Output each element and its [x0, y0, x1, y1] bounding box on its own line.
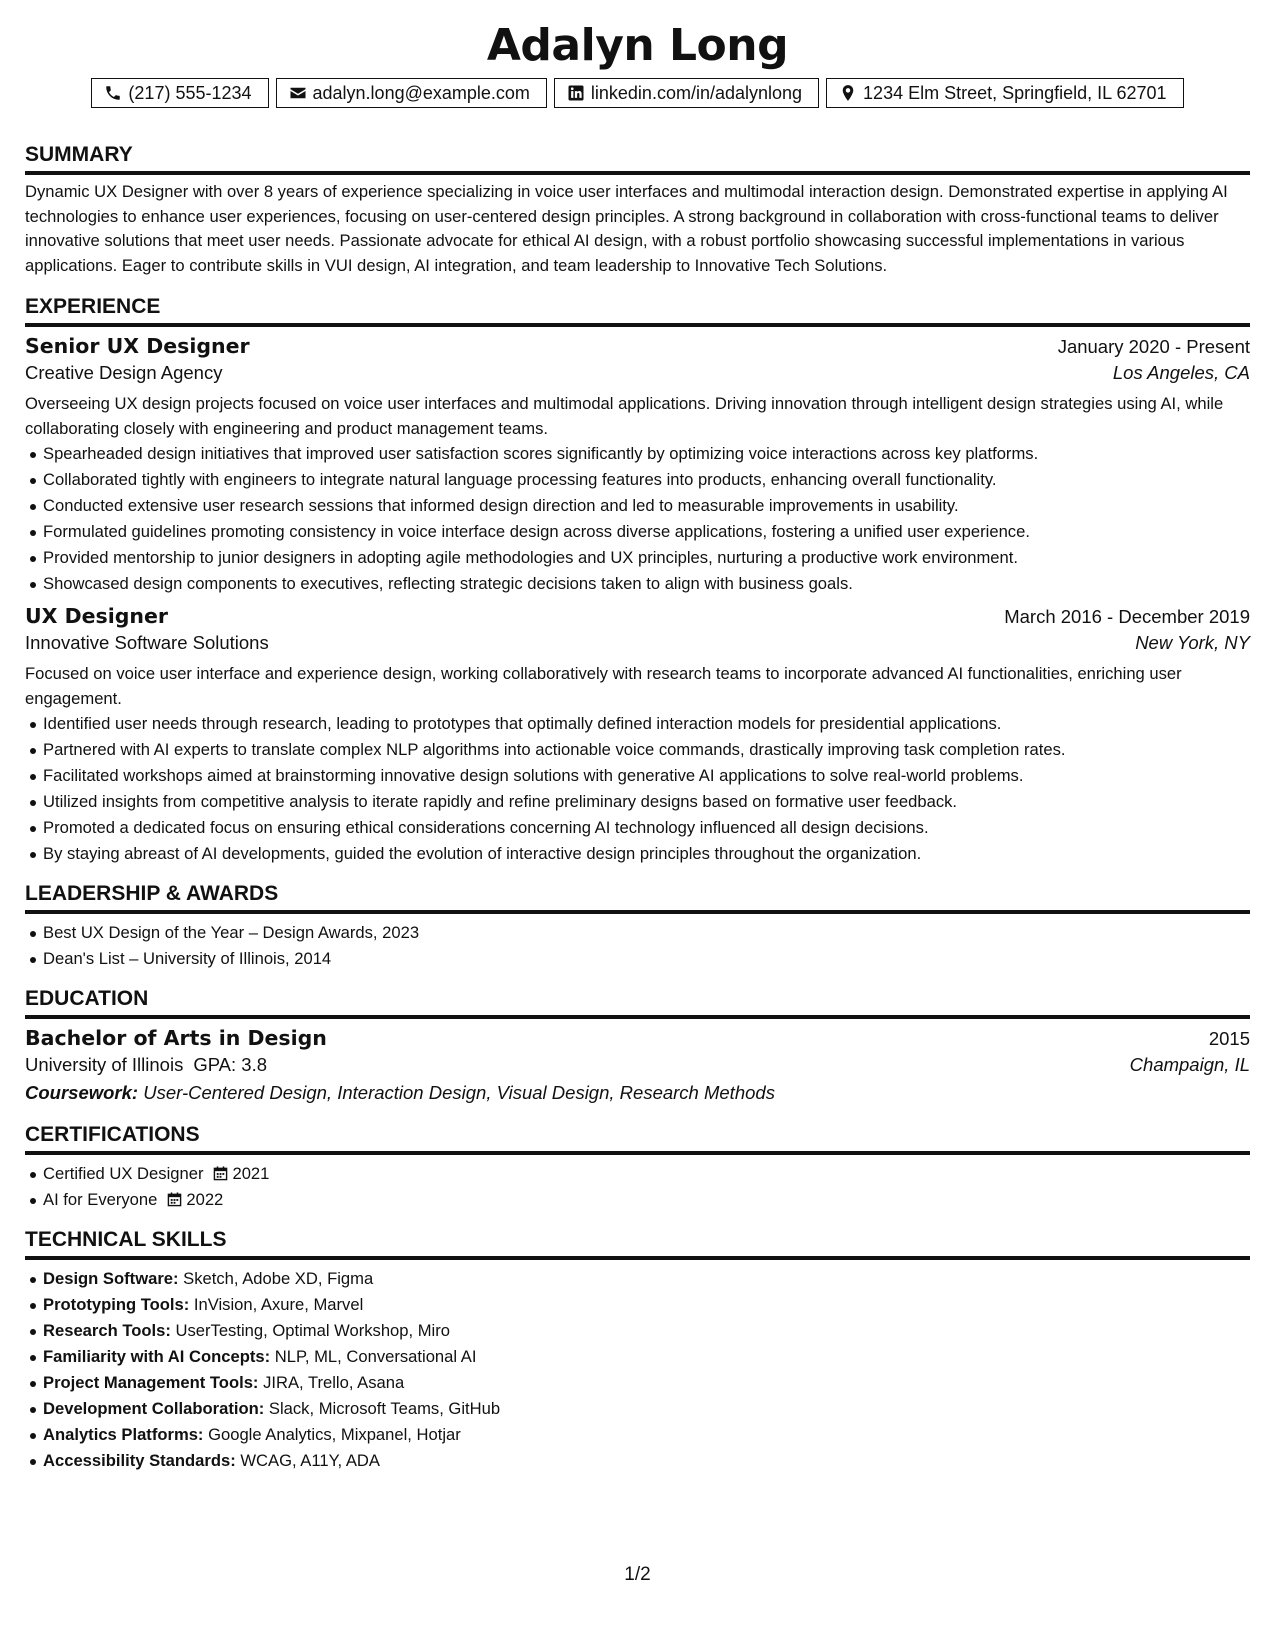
section-title-summary: SUMMARY — [25, 142, 1250, 175]
skill-label: Prototyping Tools: — [43, 1295, 190, 1314]
skill-value: WCAG, A11Y, ADA — [240, 1451, 380, 1470]
contact-linkedin-text: linkedin.com/in/adalynlong — [590, 82, 803, 103]
coursework — [25, 1082, 1250, 1104]
contact-phone[interactable] — [91, 78, 268, 108]
page-number: 1/2 — [624, 1564, 651, 1585]
list-item — [43, 1396, 1250, 1422]
skill-value: Google Analytics, Mixpanel, Hotjar — [208, 1425, 461, 1444]
list-item — [43, 1187, 1250, 1213]
list-item: Formulated guidelines promoting consistency in voice interface design across diverse applications, fostering a unified user experience. — [43, 519, 1250, 545]
list-item — [43, 1422, 1250, 1448]
certification-year: 2022 — [186, 1190, 224, 1209]
summary-section — [25, 142, 1250, 278]
list-item: Identified user needs through research, leading to prototypes that optimally defined interaction models for presidential applications. — [43, 711, 1250, 737]
graduation-year: 2015 — [1208, 1028, 1250, 1049]
job-dates: March 2016 - December 2019 — [1004, 606, 1250, 627]
skills-list — [25, 1266, 1250, 1474]
list-item: Best UX Design of the Year – Design Awards, 2023 — [43, 920, 1250, 946]
list-item: Promoted a dedicated focus on ensuring ethical considerations concerning AI technology influenced all design decisions. — [43, 815, 1250, 841]
section-title-awards: LEADERSHIP & AWARDS — [25, 881, 1250, 914]
experience-section — [25, 294, 1250, 867]
calendar-icon — [213, 1166, 228, 1181]
school-name: University of Illinois — [25, 1054, 184, 1075]
skill-label: Design Software: — [43, 1269, 179, 1288]
list-item: Utilized insights from competitive analysis to iterate rapidly and refine preliminary designs based on formative user feedback. — [43, 789, 1250, 815]
coursework-label: Coursework: — [25, 1082, 139, 1103]
list-item: By staying abreast of AI developments, guided the evolution of interactive design principles throughout the organization. — [43, 841, 1250, 867]
contact-linkedin[interactable] — [554, 78, 819, 108]
certifications-section — [25, 1122, 1250, 1213]
list-item: Partnered with AI experts to translate complex NLP algorithms into actionable voice commands, drastically improving task completion rates. — [43, 737, 1250, 763]
job-bullets — [25, 441, 1250, 597]
gpa: GPA: 3.8 — [193, 1054, 268, 1075]
job-location: New York, NY — [1135, 632, 1250, 653]
summary-text: Dynamic UX Designer with over 8 years of experience specializing in voice user interfaces and multimodal interaction design. Demonstrated expertise in applying AI technologies to enhance user experiences, focusing on user-centered design principles. A strong background in collaboration with cross-functional teams to deliver innovative solutions that meet user needs. Passionate advocate for ethical AI design, with a robust portfolio showcasing successful implementations in various applications. Eager to contribute skills in VUI design, AI integration, and team leadership to Innovative Tech Solutions. — [25, 182, 1228, 275]
job-dates: January 2020 - Present — [1057, 336, 1250, 357]
skill-value: Sketch, Adobe XD, Figma — [183, 1269, 374, 1288]
resume-content — [25, 18, 1250, 1474]
contact-address-text: 1234 Elm Street, Springfield, IL 62701 — [863, 82, 1167, 103]
education-section — [25, 986, 1250, 1104]
list-item — [43, 1318, 1250, 1344]
list-item: Provided mentorship to junior designers in adopting agile methodologies and UX principles, nurturing a productive work environment. — [43, 545, 1250, 571]
list-item: Dean's List – University of Illinois, 2014 — [43, 946, 1250, 972]
job-title: UX Designer — [25, 604, 169, 628]
list-item: Conducted extensive user research sessions that informed design direction and led to measurable improvements in usability. — [43, 493, 1250, 519]
skill-value: JIRA, Trello, Asana — [263, 1373, 405, 1392]
job-company: Creative Design Agency — [25, 362, 223, 383]
job-title: Senior UX Designer — [25, 334, 250, 358]
certifications-list — [25, 1161, 1250, 1213]
certification-name: Certified UX Designer — [43, 1164, 204, 1183]
map-pin-icon — [839, 84, 857, 102]
phone-icon — [104, 84, 122, 102]
skill-label: Accessibility Standards: — [43, 1451, 236, 1470]
list-item — [43, 1161, 1250, 1187]
job-entry — [25, 334, 1250, 597]
list-item: Showcased design components to executives, reflecting strategic decisions taken to align with business goals. — [43, 571, 1250, 597]
coursework-list: User-Centered Design, Interaction Design, Visual Design, Research Methods — [143, 1082, 775, 1103]
awards-list — [25, 920, 1250, 972]
list-item — [43, 1344, 1250, 1370]
contact-email[interactable] — [276, 78, 547, 108]
skill-value: UserTesting, Optimal Workshop, Miro — [175, 1321, 450, 1340]
job-description: Overseeing UX design projects focused on voice user interfaces and multimodal applications. Driving innovation through intelligent design strategies using AI, while collaborating closely with engineering and product management teams. — [25, 394, 1224, 438]
list-item: Facilitated workshops aimed at brainstorming innovative design solutions with generative AI applications to solve real-world problems. — [43, 763, 1250, 789]
calendar-icon — [167, 1192, 182, 1207]
section-title-certifications: CERTIFICATIONS — [25, 1122, 1250, 1155]
list-item — [43, 1266, 1250, 1292]
list-item — [43, 1448, 1250, 1474]
school-location: Champaign, IL — [1129, 1054, 1250, 1075]
section-title-experience: EXPERIENCE — [25, 294, 1250, 327]
skill-value: NLP, ML, Conversational AI — [274, 1347, 477, 1366]
section-title-education: EDUCATION — [25, 986, 1250, 1019]
skill-label: Development Collaboration: — [43, 1399, 265, 1418]
list-item — [43, 1292, 1250, 1318]
awards-section — [25, 881, 1250, 972]
section-title-skills: TECHNICAL SKILLS — [25, 1227, 1250, 1260]
envelope-icon — [289, 84, 307, 102]
candidate-name: Adalyn Long — [486, 20, 789, 71]
list-item: Collaborated tightly with engineers to integrate natural language processing features into products, enhancing overall functionality. — [43, 467, 1250, 493]
skill-value: InVision, Axure, Marvel — [193, 1295, 364, 1314]
job-bullets — [25, 711, 1250, 867]
skill-value: Slack, Microsoft Teams, GitHub — [268, 1399, 501, 1418]
contact-email-text: adalyn.long@example.com — [312, 82, 530, 103]
skill-label: Research Tools: — [43, 1321, 171, 1340]
linkedin-icon — [567, 84, 585, 102]
list-item — [43, 1370, 1250, 1396]
job-description: Focused on voice user interface and experience design, working collaboratively with research teams to incorporate advanced AI functionalities, enriching user engagement. — [25, 664, 1182, 708]
job-company: Innovative Software Solutions — [25, 632, 269, 653]
skill-label: Familiarity with AI Concepts: — [43, 1347, 271, 1366]
list-item: Spearheaded design initiatives that improved user satisfaction scores significantly by optimizing voice interactions across key platforms. — [43, 441, 1250, 467]
contact-phone-text: (217) 555-1234 — [128, 82, 252, 103]
skill-label: Analytics Platforms: — [43, 1425, 204, 1444]
certification-name: AI for Everyone — [43, 1190, 158, 1209]
contact-bar — [25, 78, 1250, 108]
skill-label: Project Management Tools: — [43, 1373, 259, 1392]
job-entry — [25, 604, 1250, 867]
job-location: Los Angeles, CA — [1112, 362, 1250, 383]
degree: Bachelor of Arts in Design — [25, 1026, 327, 1050]
contact-address[interactable] — [826, 78, 1184, 108]
certification-year: 2021 — [232, 1164, 270, 1183]
skills-section — [25, 1227, 1250, 1474]
